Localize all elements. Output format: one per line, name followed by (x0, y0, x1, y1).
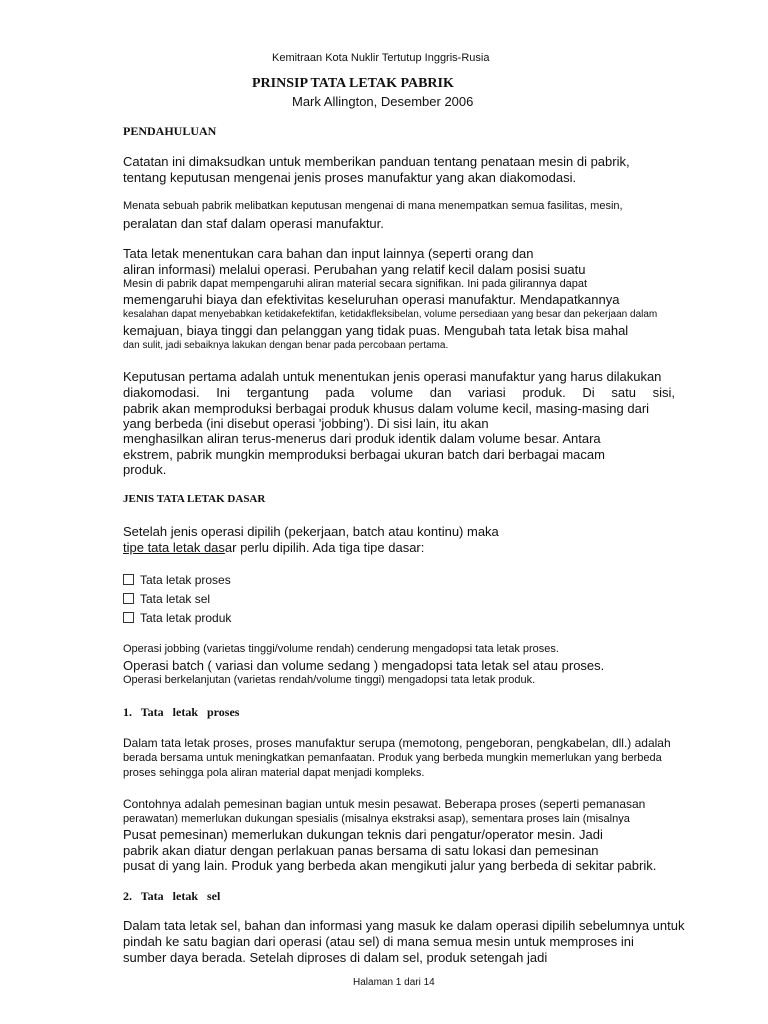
intro-p4-line-4: yang berbeda (ini disebut operasi 'jobbing'). Di sisi lain, itu akan (123, 416, 489, 431)
basic-types-note-2: Operasi batch ( variasi dan volume sedang ) mengadopsi tata letak sel atau proses. (123, 658, 605, 673)
intro-p2-line-1: Menata sebuah pabrik melibatkan keputusan mengenai di mana menempatkan semua fasilitas, mesin, (123, 200, 623, 212)
intro-p3-line-2: aliran informasi) melalui operasi. Perubahan yang relatif kecil dalam posisi suatu (123, 262, 586, 277)
checkbox-icon (123, 612, 134, 623)
section-2-p1-line-3: sumber daya berada. Setelah diproses di dalam sel, produk setengah jadi (123, 950, 548, 965)
basic-types-note-3: Operasi berkelanjutan (varietas rendah/volume tinggi) mengadopsi tata letak produk. (123, 674, 536, 686)
basic-types-lead-line-1: Setelah jenis operasi dipilih (pekerjaan, batch atau kontinu) maka (123, 524, 499, 539)
section-1-p1-line-2: berada bersama untuk meningkatkan pemanfaatan. Produk yang berbeda mungkin memerlukan yang berbeda (123, 752, 662, 764)
author-line: Mark Allington, Desember 2006 (292, 94, 474, 109)
intro-p4-line-2: diakomodasi. Ini tergantung pada volume dan variasi produk. Di satu sisi, (123, 385, 675, 400)
list-item: Tata letak produk (123, 611, 231, 625)
intro-p4-line-5: menghasilkan aliran terus-menerus dari produk identik dalam volume besar. Antara (123, 431, 601, 446)
section-1-p2-line-1: Contohnya adalah pemesinan bagian untuk mesin pesawat. Beberapa proses (seperti pemanasan (123, 797, 646, 811)
section-2-p1-line-2: pindah ke satu bagian dari operasi (atau sel) di mana semua mesin untuk memproses ini (123, 934, 634, 949)
intro-p3-line-3: Mesin di pabrik dapat mempengaruhi aliran material secara signifikan. Ini pada gilirannya dapat (123, 278, 588, 290)
section-1-p2-line-4: pabrik akan diatur dengan perlakuan panas bersama di satu lokasi dan pemesinan (123, 843, 599, 858)
intro-p3-line-5: kesalahan dapat menyebabkan ketidakefektifan, ketidakfleksibelan, volume persediaan yang besar dan pekerjaan dalam (123, 309, 658, 320)
basic-types-lead-line-2 (123, 540, 424, 555)
section-1-p1-line-3: proses sehingga pola aliran material dapat menjadi kompleks. (123, 767, 425, 779)
running-header: Kemitraan Kota Nuklir Tertutup Inggris-Rusia (272, 52, 490, 64)
intro-p3-line-4: memengaruhi biaya dan efektivitas keseluruhan operasi manufaktur. Mendapatkannya (123, 292, 620, 307)
intro-p4-line-7: produk. (123, 462, 167, 477)
intro-p4-line-6: ekstrem, pabrik mungkin memproduksi berbagai ukuran batch dari berbagai macam (123, 447, 605, 462)
checkbox-icon (123, 574, 134, 585)
basic-types-lead-rest: ar perlu dipilih. Ada tiga tipe dasar: (224, 540, 425, 555)
document-title: PRINSIP TATA LETAK PABRIK (252, 76, 454, 91)
page-number: Halaman 1 dari 14 (353, 977, 435, 988)
intro-p1-line-2: tentang keputusan mengenai jenis proses manufaktur yang akan diakomodasi. (123, 170, 577, 185)
intro-p3-line-6: kemajuan, biaya tinggi dan pelanggan yang tidak puas. Mengubah tata letak bisa mahal (123, 323, 629, 338)
basic-types-lead-underlined: tipe tata letak das (123, 540, 225, 555)
basic-types-heading: JENIS TATA LETAK DASAR (123, 493, 266, 505)
intro-p1-line-1: Catatan ini dimaksudkan untuk memberikan panduan tentang penataan mesin di pabrik, (123, 154, 630, 169)
section-1-p2-line-3: Pusat pemesinan) memerlukan dukungan teknis dari pengatur/operator mesin. Jadi (123, 827, 603, 842)
list-item: Tata letak sel (123, 592, 210, 606)
section-1-p2-line-2: perawatan) memerlukan dukungan spesialis (misalnya ekstraksi asap), sementara proses lain (misalnya (123, 813, 630, 825)
section-2-p1-line-1: Dalam tata letak sel, bahan dan informasi yang masuk ke dalam operasi dipilih sebelumnya untuk (123, 918, 685, 933)
section-1-p2-line-5: pusat di yang lain. Produk yang berbeda akan mengikuti jalur yang berbeda di sekitar pabrik. (123, 858, 657, 873)
intro-p4-line-1: Keputusan pertama adalah untuk menentukan jenis operasi manufaktur yang harus dilakukan (123, 369, 662, 384)
intro-p3-line-7: dan sulit, jadi sebaiknya lakukan dengan benar pada percobaan pertama. (123, 340, 449, 351)
intro-p3-line-1: Tata letak menentukan cara bahan dan input lainnya (seperti orang dan (123, 246, 534, 261)
section-1-p1-line-1: Dalam tata letak proses, proses manufaktur serupa (memotong, pengeboran, pengkabelan, dll.) adalah (123, 736, 671, 750)
basic-types-note-1: Operasi jobbing (varietas tinggi/volume rendah) cenderung mengadopsi tata letak proses. (123, 643, 559, 655)
section-2-heading: 2. Tata letak sel (123, 889, 221, 903)
checkbox-icon (123, 593, 134, 604)
intro-p4-line-3: pabrik akan memproduksi berbagai produk khusus dalam volume kecil, masing-masing dari (123, 401, 650, 416)
section-1-heading: 1. Tata letak proses (123, 705, 240, 719)
list-item: Tata letak proses (123, 573, 231, 587)
intro-p2-line-2: peralatan dan staf dalam operasi manufaktur. (123, 216, 384, 231)
intro-heading: PENDAHULUAN (123, 124, 217, 138)
